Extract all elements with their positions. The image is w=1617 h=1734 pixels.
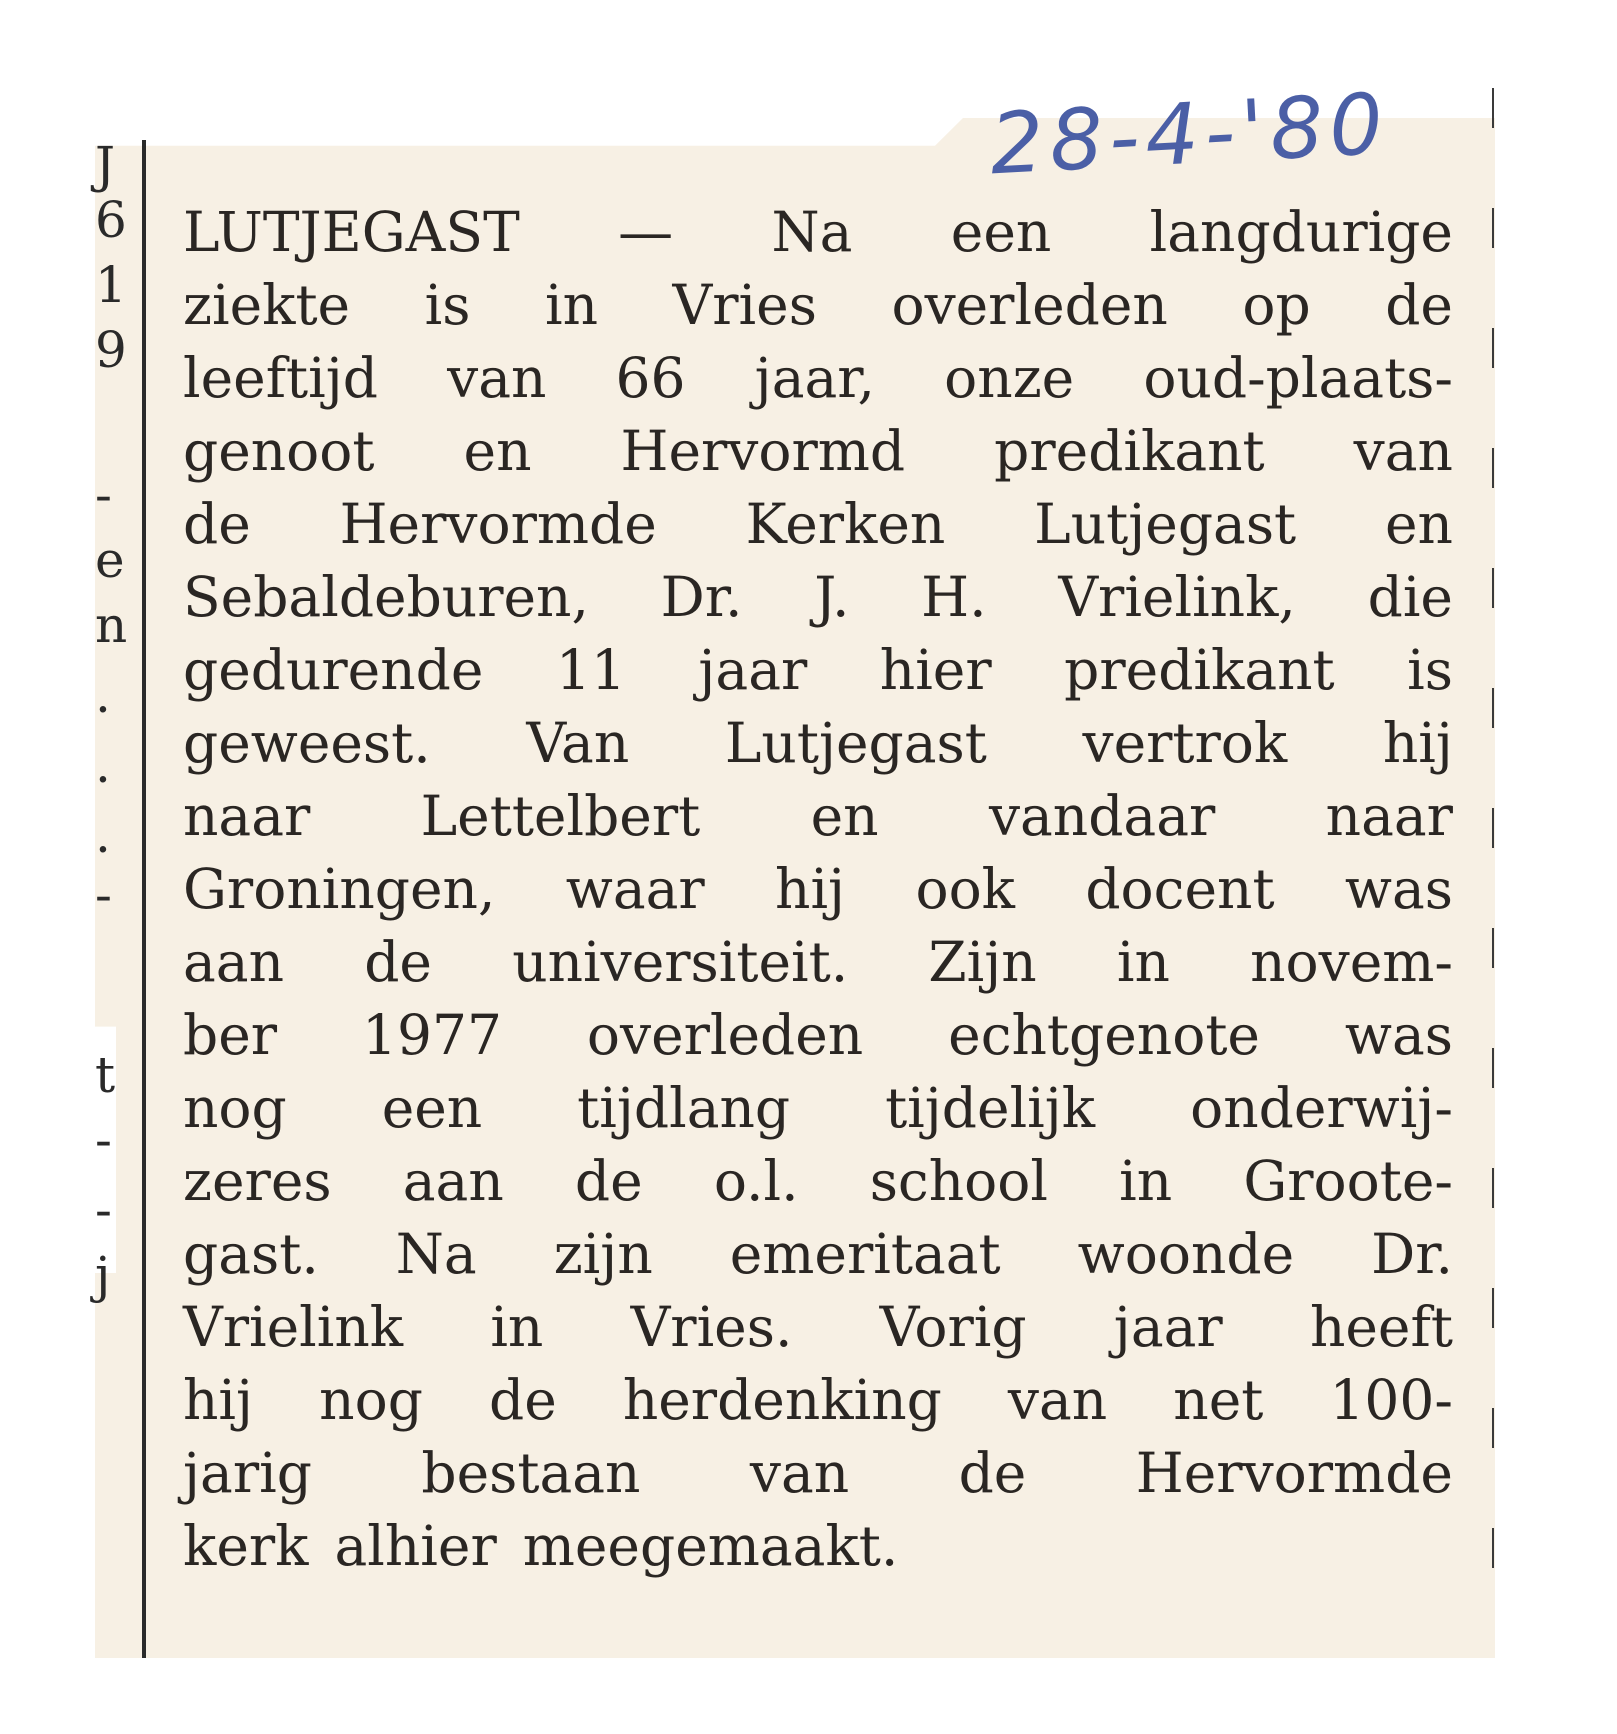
previous-column-fragment: t [95,1046,116,1104]
previous-column-fragment: 6 [95,191,127,249]
article-line: Sebaldeburen, Dr. J. H. Vrielink, die [183,565,1453,629]
article-line: Vrielink in Vries. Vorig jaar heeft [183,1295,1453,1359]
right-column-rule [1492,88,1494,1648]
article-line: naar Lettelbert en vandaar naar [183,784,1453,848]
previous-column-fragment: - [95,866,112,924]
article-line: gedurende 11 jaar hier predikant is [183,638,1453,702]
column-rule [142,140,146,1658]
previous-column-fragment: J [95,136,116,194]
previous-column-fragment: 1 [95,256,127,314]
article-line: leeftijd van 66 jaar, onze oud-plaats- [183,346,1453,410]
previous-column-fragment: - [95,1111,112,1169]
article-line: ziekte is in Vries overleden op de [183,273,1453,337]
article-line: jarig bestaan van de Hervormde [183,1441,1453,1505]
article-line: hij nog de herdenking van net 100- [183,1368,1453,1432]
article-line: geweest. Van Lutjegast vertrok hij [183,711,1453,775]
article-line: kerk alhier meegemaakt. [183,1514,899,1578]
article-body [183,196,1453,1583]
article-line: nog een tijdlang tijdelijk onderwij- [183,1076,1453,1140]
article-line: aan de universiteit. Zijn in novem- [183,930,1453,994]
previous-column-fragment: - [95,1181,112,1239]
previous-column-fragment: . [95,666,111,724]
article-line: genoot en Hervormd predikant van [183,419,1453,483]
article-line: ber 1977 overleden echtgenote was [183,1003,1453,1067]
article-line: de Hervormde Kerken Lutjegast en [183,492,1453,556]
previous-column-fragment: n [95,596,128,654]
article-line: gast. Na zijn emeritaat woonde Dr. [183,1222,1453,1286]
previous-column-fragment: . [95,736,111,794]
article-line: Groningen, waar hij ook docent was [183,857,1453,921]
previous-column-fragments [95,136,135,1640]
handwritten-date: 28-4-'80 [987,74,1392,194]
article-line: zeres aan de o.l. school in Groote- [183,1149,1453,1213]
article-line: LUTJEGAST — Na een langdurige [183,200,1453,264]
previous-column-fragment: 9 [95,321,127,379]
previous-column-fragment: j [95,1246,111,1304]
previous-column-fragment: e [95,531,125,589]
previous-column-fragment: - [95,466,112,524]
previous-column-fragment: . [95,806,111,864]
